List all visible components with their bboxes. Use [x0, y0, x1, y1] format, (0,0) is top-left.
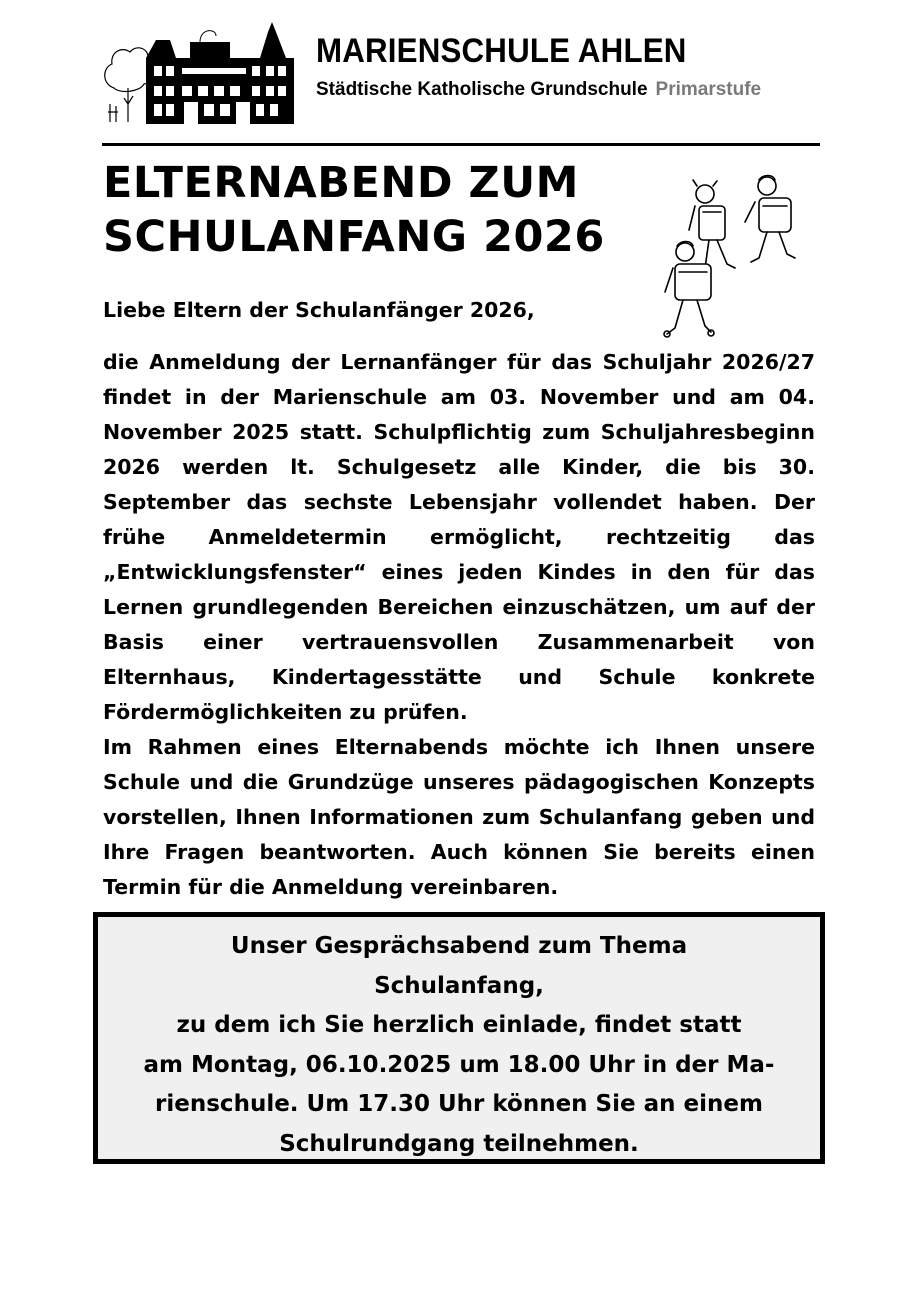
title-line-2: SCHULANFANG 2026 — [103, 212, 605, 262]
school-subtitle — [316, 78, 761, 102]
page-title — [103, 156, 643, 264]
invitation-box — [93, 912, 825, 1164]
children-with-satchels-illustration — [655, 172, 805, 344]
invitation-line: Unser Gesprächsabend zum Thema — [230, 933, 688, 959]
school-building-logo — [100, 18, 294, 128]
invitation-text — [104, 927, 814, 1164]
body-paragraph-registration: die Anmeldung der Lernanfänger für das Schuljahr 2026/27 findet in der Marienschule am 03. November und am 04. November 2025 statt. Schulpflichtig zum Schuljahresbeginn 2026 werden lt. Schulgesetz alle Kinder, die bis 30. September das sechste Lebensjahr vollendet haben. Der frühe Anmeldetermin ermöglicht, rechtzeitig das „Entwicklungsfenster“ eines jeden Kindes in den für das Lernen grundlegenden Bereichen einzuschätzen, um auf der Basis einer vertrauensvollen Zusammenarbeit von Elternhaus, Kindertagesstätte und Schule konkrete Fördermöglichkeiten zu prüfen. — [103, 350, 815, 724]
letter-body — [103, 345, 815, 905]
school-level: Primarstufe — [655, 79, 762, 100]
salutation: Liebe Eltern der Schulanfänger 2026, — [103, 298, 535, 322]
school-type: Städtische Katholische Grundschule — [316, 79, 648, 100]
header-divider — [102, 143, 820, 146]
invitation-line: Schulrundgang teilnehmen. — [279, 1130, 639, 1157]
invitation-line: zu dem ich Sie herzlich einlade, findet statt — [176, 1012, 742, 1038]
invitation-line: am Montag, 06.10.2025 um 18.00 Uhr in der Ma- — [143, 1051, 775, 1078]
invitation-line: Schulanfang, — [374, 972, 544, 999]
school-name: MARIENSCHULE AHLEN — [316, 32, 687, 70]
invitation-line: rienschule. Um 17.30 Uhr können Sie an einem — [155, 1091, 763, 1117]
body-paragraph-parents-evening: Im Rahmen eines Elternabends möchte ich Ihnen unsere Schule und die Grundzüge unseres pädagogischen Konzepts vorstellen, Ihnen Informationen zum Schulanfang geben und Ihre Fragen beantworten. Auch können Sie bereits einen Termin für die Anmeldung vereinbaren. — [103, 735, 815, 899]
title-line-1: ELTERNABEND ZUM — [103, 158, 579, 208]
